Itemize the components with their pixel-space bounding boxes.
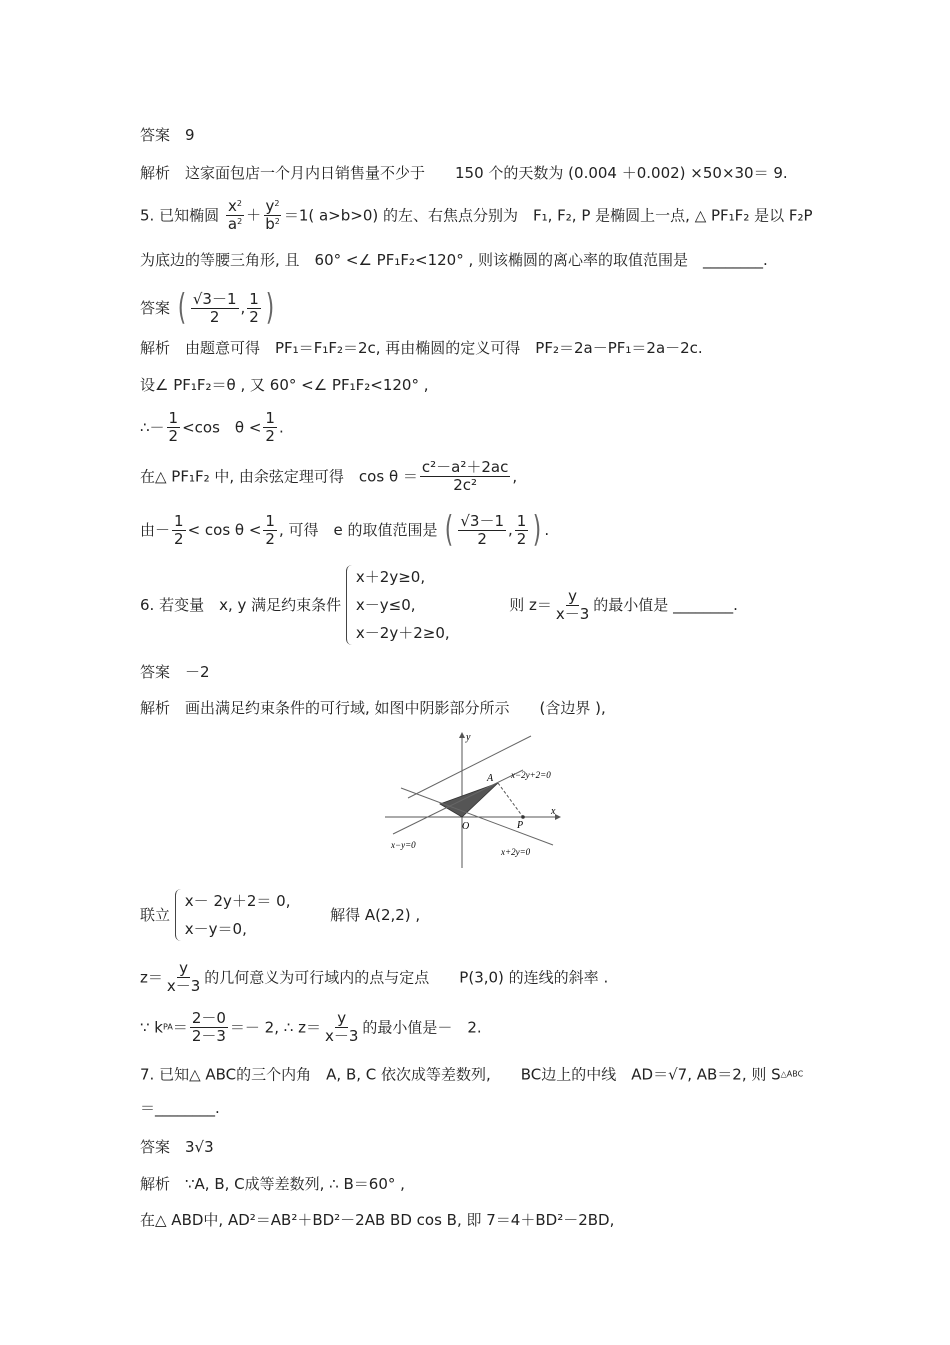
solution-6-line1: 解析 画出满足约束条件的可行域, 如图中阴影部分所示 (含边界 ), xyxy=(140,699,606,717)
solution-6-line4: ∵ kPA＝ $\frac{2-0}{2-3}$ ＝－ 2, ∴ z＝ $\frac{y}{x-3}$ 的最小值是－ 2. xyxy=(140,1009,482,1045)
solution-4: 解析 这家面包店一个月内日销售量不少于 150 个的天数为 (0.004 ＋0.002) ×50×30＝ 9. xyxy=(140,164,788,182)
line-x-y xyxy=(408,736,531,798)
answer-7: 答案 3√3 xyxy=(140,1138,214,1156)
feasible-region xyxy=(440,783,498,817)
question-5-line1: 5. 已知椭圆 $\frac{x^2}{a^2}$ ＋ $\frac{y^2}{b^2}$ ＝1( a>b>0) 的左、右焦点分别为 F₁, F₂, P 是椭圆上一点, △ PF₁F₂ 是以 F₂P xyxy=(140,197,813,233)
question-7-line1: 7. 已知△ ABC的三个内角 A, B, C 依次成等差数列, BC边上的中线 AD＝√7, AB＝2, 则 S△ABC xyxy=(140,1065,804,1084)
answer-5: 答案 ( $\frac{√3-1}{2}$ , $\frac{1}{2}$ ) xyxy=(140,287,275,328)
solution-6-line2: 联立 x－ 2y＋2＝ 0, x－y＝0, 解得 A(2,2) , xyxy=(140,887,420,943)
answer-6: 答案 －2 xyxy=(140,663,210,681)
label-line1: x−2y+2=0 xyxy=(511,770,551,780)
feasible-region-figure xyxy=(383,730,563,870)
label-p: P xyxy=(517,820,524,831)
question-5-line2: 为底边的等腰三角形, 且 60° <∠ PF₁F₂<120° , 则该椭圆的离心率的取值范围是 ________. xyxy=(140,251,768,269)
solution-5-line4: 在△ PF₁F₂ 中, 由余弦定理可得 cos θ ＝ $\frac{\text{c²－a²＋2ac}}{\text{2c²}}$ , xyxy=(140,458,518,494)
constraint-system: x＋2y≥0, x－y≤0, x－2y＋2≥0, xyxy=(346,563,450,647)
simultaneous-system: x－ 2y＋2＝ 0, x－y＝0, xyxy=(175,887,291,943)
solution-6-line3: z＝ $\frac{y}{x-3}$ 的几何意义为可行域内的点与定点 P(3,0) 的连线的斜率 . xyxy=(140,959,609,995)
segment-ap xyxy=(498,783,523,817)
solution-5-line3: ∴－ $\frac{1}{2}$ <cos θ < $\frac{1}{2}$ . xyxy=(140,409,284,445)
solution-7-line1: 解析 ∵A, B, C成等差数列, ∴ B＝60° , xyxy=(140,1175,405,1193)
label-a: A xyxy=(487,773,494,784)
fraction-y2-b2: $\frac{y^2}{b^2}$ xyxy=(265,197,280,233)
label-y: y xyxy=(466,732,471,743)
label-line3: x+2y=0 xyxy=(501,847,531,857)
question-6: 6. 若变量 x, y 满足约束条件 x＋2y≥0, x－y≤0, x－2y＋2≥0, 则 z＝ $\frac{y}{x-3}$ 的最小值是 ________. xyxy=(140,563,738,647)
line-x-2y+2 xyxy=(393,770,523,834)
label-line2: x−y=0 xyxy=(391,840,416,850)
label-x: x xyxy=(551,806,556,817)
solution-5-line1: 解析 由题意可得 PF₁＝F₁F₂＝2c, 再由椭圆的定义可得 PF₂＝2a－PF₁＝2a－2c. xyxy=(140,339,703,357)
question-7-line2: ＝________. xyxy=(140,1099,220,1117)
label-o: O xyxy=(462,821,470,832)
solution-7-line2: 在△ ABD中, AD²＝AB²＋BD²－2AB BD cos B, 即 7＝4＋BD²－2BD, xyxy=(140,1211,615,1229)
solution-5-line5: 由－ $\frac{1}{2}$ < cos θ < $\frac{1}{2}$ , 可得 e 的取值范围是 ( $\frac{√3-1}{2}$ , $\frac{1}{2}$ ) . xyxy=(140,509,550,550)
solution-5-line2: 设∠ PF₁F₂＝θ , 又 60° <∠ PF₁F₂<120° , xyxy=(140,376,429,394)
fraction-x2-a2: $\frac{x^2}{a^2}$ xyxy=(227,197,243,233)
answer-4: 答案 9 xyxy=(140,126,195,144)
